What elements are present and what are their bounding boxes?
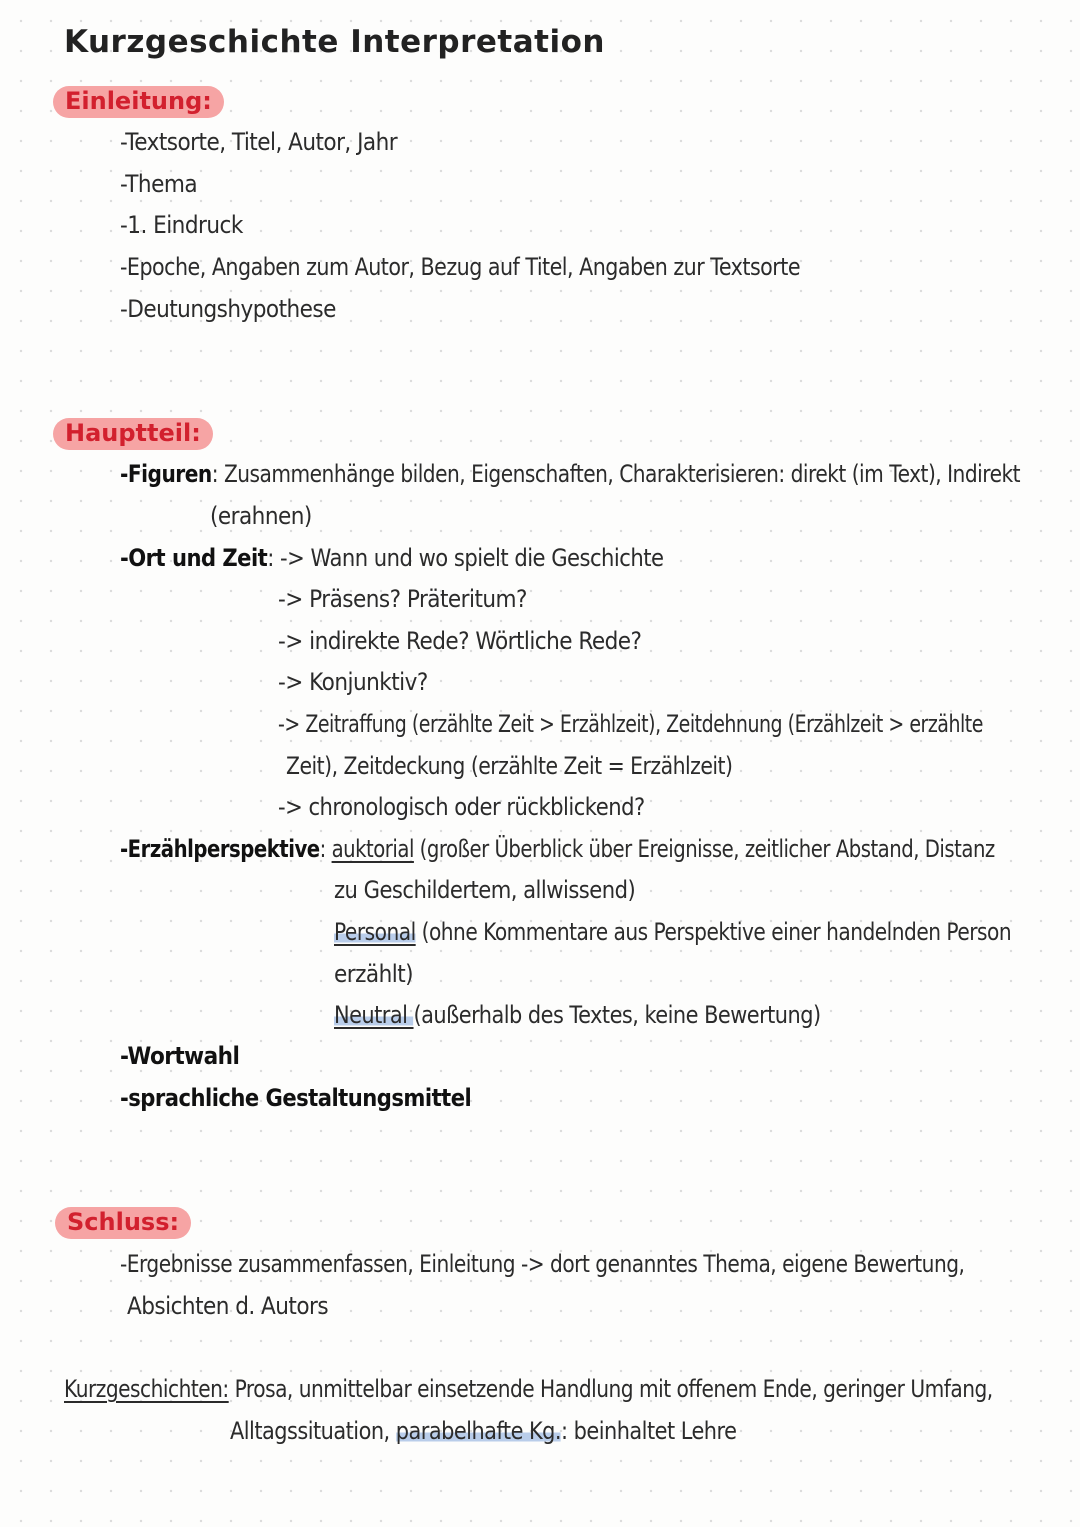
heading-schluss: Schluss:: [55, 1207, 191, 1239]
auktorial-cont: zu Geschildertem, allwissend): [334, 876, 636, 904]
heading-hauptteil: Hauptteil:: [53, 418, 213, 450]
neutral-line: [334, 1001, 821, 1029]
heading-einleitung: Einleitung:: [53, 86, 224, 118]
auktorial-text: (großer Überblick über Ereignisse, zeitlicher Abstand, Distanz: [413, 835, 995, 863]
term-auktorial: auktorial: [331, 835, 414, 863]
term-personal: Personal: [334, 918, 416, 946]
figuren-text: : Zusammenhänge bilden, Eigenschaften, Charakterisieren: direkt (im Text), Indirekt: [211, 460, 1021, 488]
ort-zeit-line: [120, 544, 663, 572]
term-kurzgeschichten: Kurzgeschichten:: [64, 1375, 229, 1403]
einleitung-item: -Epoche, Angaben zum Autor, Bezug auf Titel, Angaben zur Textsorte: [120, 253, 801, 281]
erzaehlperspektive-label: -Erzählperspektive: [120, 835, 320, 863]
neutral-text: (außerhalb des Textes, keine Bewertung): [413, 1001, 821, 1029]
kurzgeschichten-text: Prosa, unmittelbar einsetzende Handlung mit offenem Ende, geringer Umfang,: [228, 1375, 993, 1403]
schluss-line: Absichten d. Autors: [127, 1292, 329, 1320]
figuren-cont: (erahnen): [210, 502, 312, 530]
kurzgeschichten-line: [64, 1375, 993, 1403]
gestaltungsmittel: -sprachliche Gestaltungsmittel: [120, 1084, 472, 1112]
personal-cont: erzählt): [334, 960, 414, 988]
personal-line: [334, 918, 1011, 946]
einleitung-item: -Textsorte, Titel, Autor, Jahr: [120, 128, 398, 156]
ort-zeit-item: -> Zeitraffung (erzählte Zeit > Erzählzeit), Zeitdehnung (Erzählzeit > erzählte: [278, 710, 983, 738]
ort-zeit-item: Zeit), Zeitdeckung (erzählte Zeit = Erzählzeit): [286, 752, 733, 780]
ort-zeit-item: -> Konjunktiv?: [278, 668, 428, 696]
figuren-line: [120, 460, 1020, 488]
ort-zeit-item: -> Präsens? Präteritum?: [278, 585, 527, 613]
kurzgeschichten-cont: [230, 1417, 736, 1445]
einleitung-item: -Deutungshypothese: [120, 295, 336, 323]
page-title: Kurzgeschichte Interpretation: [64, 24, 605, 60]
erzaehlperspektive-colon: :: [319, 835, 332, 863]
erzaehlperspektive-line: [120, 835, 995, 863]
ort-zeit-item: -> indirekte Rede? Wörtliche Rede?: [278, 627, 642, 655]
term-parabelhafte: parabelhafte Kg.: [395, 1417, 562, 1445]
figuren-label: -Figuren: [120, 460, 212, 488]
ort-zeit-item: -> chronologisch oder rückblickend?: [278, 793, 645, 821]
ort-zeit-label: -Ort und Zeit: [120, 544, 268, 572]
term-neutral: Neutral: [334, 1001, 414, 1029]
einleitung-item: -1. Eindruck: [120, 211, 243, 239]
schluss-line: -Ergebnisse zusammenfassen, Einleitung -> dort genanntes Thema, eigene Bewertung,: [120, 1250, 965, 1278]
einleitung-item: -Thema: [120, 170, 198, 198]
ort-zeit-text: : -> Wann und wo spielt die Geschichte: [267, 544, 664, 572]
wortwahl: -Wortwahl: [120, 1042, 240, 1070]
personal-text: (ohne Kommentare aus Perspektive einer handelnden Person: [415, 918, 1012, 946]
kurzgeschichten-text: : beinhaltet Lehre: [561, 1417, 737, 1445]
kurzgeschichten-text: Alltagssituation,: [230, 1417, 396, 1445]
